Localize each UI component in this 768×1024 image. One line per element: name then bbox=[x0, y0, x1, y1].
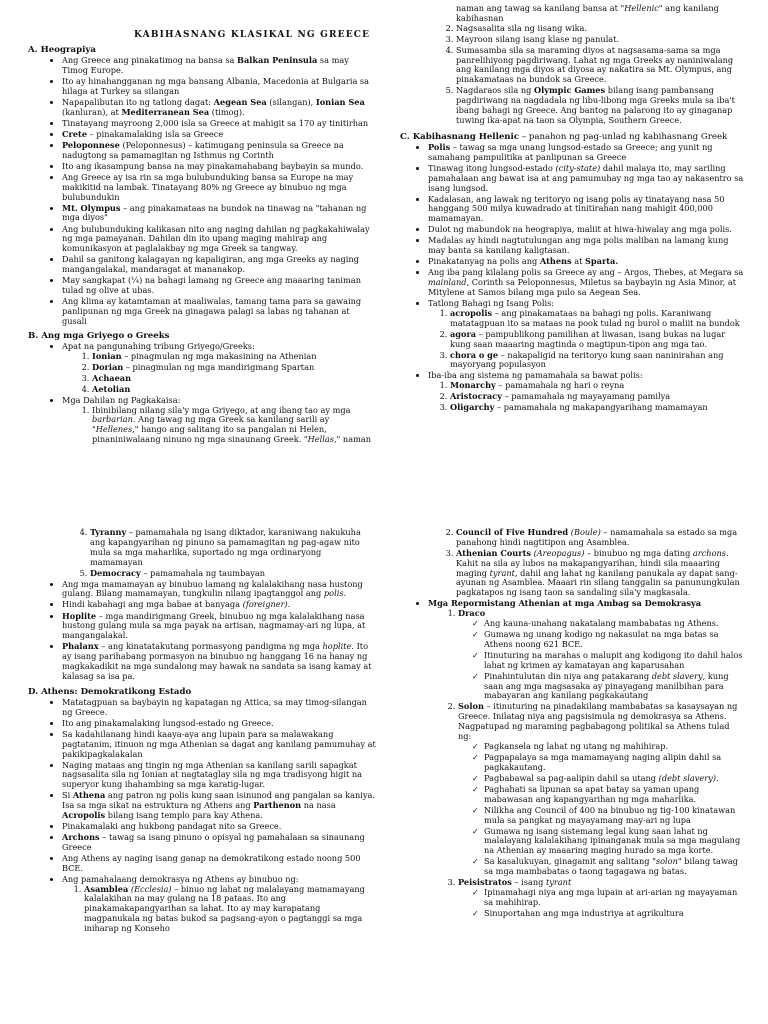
list-item: • Tinatayang mayroong 2,000 isla sa Greece at mahigit sa 170 ay tinitirhan bbox=[62, 119, 376, 129]
list-item: • Ito ay hinahangganan ng mga bansang Albania, Macedonia at Bulgaria sa hilaga at Turkey sa silangan bbox=[62, 77, 376, 97]
reason-item: 3. Mayroon silang isang klase ng panulat. bbox=[456, 35, 745, 45]
government-body-item: 1. Asamblea (Ecclesia) – binuo ng lahat ng malalayang mamamayang kalalakihan na may gulang na 18 pataas. Ito ang pinakamakapangyarihan sa lahat. Ito ay may karapatang magpanukala ng batas bukod sa pagsang-ayon o pagtanggi sa mga iniharap ng Konseho bbox=[84, 885, 376, 934]
citizens-list bbox=[28, 580, 376, 682]
bottom-left-column bbox=[28, 528, 376, 1018]
polis-part-item: 1. acropolis – ang pinakamataas na bahagi ng polis. Karaniwang matatagpuan ito sa mataas na pook tulad ng burol o maliit na bundok bbox=[450, 309, 745, 329]
government-item: 2. Aristocracy – pamamahala ng mayayamang pamilya bbox=[450, 392, 745, 402]
list-item: • Ang Greece ang pinakatimog na bansa sa Balkan Peninsula sa may Timog Europe. bbox=[62, 56, 376, 76]
greeks-list bbox=[28, 342, 376, 445]
list-item: • Sa kadahilanang hindi kaaya-aya ang lupain para sa malawakang pagtatanim, itinuon ng mga Athenian sa dagat ang kanilang pamumuhay at pakikipagkalakalan bbox=[62, 730, 376, 760]
list-item: • May sangkapat (¼) na bahagi lamang ng Greece ang maaaring taniman tulad ng olive at ubas. bbox=[62, 276, 376, 296]
tribe-item: 3. Achaean bbox=[92, 374, 376, 384]
list-item: • Phalanx – ang kinatatakutang pormasyong pandigma ng mga hoplite. Ito ay isang parihabang pormasyon na binubuo ng hanggang 16 na hanay ng magkakadikit na mga sundalong may hawak na sandata sa isang kamay at kalasag sa isa pa. bbox=[62, 642, 376, 681]
check-item: ✓ Pagbabawal sa pag-aalipin dahil sa utang (debt slavery). bbox=[484, 774, 745, 784]
government-body-item: 3. Athenian Courts (Areopagus) – binubuo ng mga dating archons. Kahit na sila ay lubos na makapangyarihan, hindi sila maaaring maging tyrant, dahil ang lahat ng kanilang panukala ay dapat sang-ayunan ng Asamblea. Maaari rin silang tanggalin sa panunungkulan pagkatapos ng isang taon sa sandaling sila'y magkasala. bbox=[456, 549, 745, 598]
list-item: • Ang Greece ay isa rin sa mga bulubunduking bansa sa Europe na may makikitid na lambak. Tinatayang 80% ng Greece ay binubuo ng mga bulubundukin bbox=[62, 173, 376, 203]
tribe-item: 2. Dorian – pinagmulan ng mga mandirigmang Spartan bbox=[92, 363, 376, 373]
list-item: • Ang Athens ay naging isang ganap na demokratikong estado noong 500 BCE. bbox=[62, 854, 376, 874]
list-item: • Ang pamahalaang demokrasya ng Athens ay binubuo ng: 1. Asamblea (Ecclesia) – binuo ng lahat ng malalayang mamamayang kalalakihan na may gulang na 18 pataas. Ito ang pinakamakapangyarihan sa lahat. Ito ay may karapatang magpanukala ng batas bukod sa pagsang-ayon o pagtanggi sa mga iniharap ng Konseho bbox=[62, 875, 376, 934]
reason-item: 5. Nagdaraos sila ng Olympic Games bilang isang pambansang pagdiriwang na nagdadala ng libu-libong mga Greeks mula sa iba't ibang bahagi ng Greece. Ang bantog na palarong ito ay ginaganap tuwing ika-apat na taon sa Olympia, Southern Greece. bbox=[456, 86, 745, 125]
list-item: • Matatagpuan sa baybayin ng kapatagan ng Attica, sa may timog-silangan ng Greece. bbox=[62, 698, 376, 718]
section-c-heading: C. Kabihasnang Hellenic – panahon ng pag-unlad ng kabihasnang Greek bbox=[400, 131, 728, 142]
section-d-heading: D. Athens: Demokratikong Estado bbox=[28, 686, 192, 697]
list-item: • Iba-iba ang sistema ng pamamahala sa bawat polis: 1. Monarchy – pamamahala ng hari o reyna 2. Aristocracy – pamamahala ng mayayamang pamilya 3. Oligarchy – pamamahala ng makapangyarihang mamamayan bbox=[428, 371, 745, 413]
list-item: • Dahil sa ganitong kalagayan ng kapaligiran, ang mga Greeks ay naging mangangalakal, mandaragat at mananakop. bbox=[62, 255, 376, 275]
list-item: • Dulot ng mabundok na heograpiya, maliit at hiwa-hiwalay ang mga polis. bbox=[428, 225, 745, 235]
geography-list bbox=[28, 56, 376, 326]
check-item: ✓ Paghahati sa lipunan sa apat batay sa yaman upang mabawasan ang kapangyarihan ng mga maharlika. bbox=[484, 785, 745, 805]
unity-reasons-list-cont bbox=[400, 24, 745, 126]
check-item: ✓ Pagpapalaya sa mga mamamayang naging alipin dahil sa pagkakautang. bbox=[484, 753, 745, 773]
check-item: ✓ Ipinamahagi niya ang mga lupain at ari-arian ng mayayaman sa mahihirap. bbox=[484, 888, 745, 908]
list-item: • Peloponnese (Peloponnesus) – katimugang peninsula sa Greece na nadugtong sa pamamagitan ng Isthmus ng Corinth bbox=[62, 141, 376, 161]
list-item: • Mga Repormistang Athenian at mga Ambag sa Demokrasya 1. Draco ✓ Ang kauna-unahang nakatalang mambabatas ng Athens. ✓ Gumawa ng unang kodigo ng nakasulat na mga batas sa Athens noong 621 BCE. ✓ Itinuturing na marahas o malupit ang kodigong ito dahil halos lahat ng krimen ay kamatayan ang kaparusahan ✓ Pinahintulutan din niya ang patakarang debt slavery, kung saan ang mga magsasaka ay pinayagang manilbihan para mabayaran ang kanilang pagkakautang 2. Solon – itinuturing na pinadakilang mambabatas sa kasaysayan ng Greece. Inilatag niya ang pagsisimula ng demokrasya sa Athens. Nagpatupad ng maraming pagbabagong politikal sa Athens tulad ng: ✓ Pagkansela ng lahat ng utang ng mahihirap. ✓ Pagpapalaya sa mga mamamayang naging alipin dahil sa pagkakautang. ✓ Pagbabawal sa pag-aalipin dahil sa utang (debt slavery). ✓ Paghahati sa lipunan sa apat batay sa yaman upang mabawasan ang kapangyarihan ng mga maharlika. ✓ Nilikha ang Council of 400 na binubuo ng tig-100 kinatawan mula sa pangkat ng mayayamang may-ari ng lupa ✓ Gumawa ng isang sistemang legal kung saan lahat ng malalayang kalalakihang ipinanganak mula sa mga magulang na Athenian ay maaaring maging hurado sa mga korte. ✓ Sa kasalukuyan, ginagamit ang salitang "solon" bilang tawag sa mga mambabatas o taong tagagawa ng batas. 3. Peisistratos – isang tyrant ✓ Ipinamahagi niya ang mga lupain at ari-arian ng mayayaman sa mahihirap. ✓ Sinuportahan ang mga industriya at agrikultura bbox=[428, 599, 745, 918]
check-item: ✓ Itinuturing na marahas o malupit ang kodigong ito dahil halos lahat ng krimen ay kamatayan ang kaparusahan bbox=[484, 651, 745, 671]
reformer-item: 1. Draco ✓ Ang kauna-unahang nakatalang mambabatas ng Athens. ✓ Gumawa ng unang kodigo ng nakasulat na mga batas sa Athens noong 621 BCE. ✓ Itinuturing na marahas o malupit ang kodigong ito dahil halos lahat ng krimen ay kamatayan ang kaparusahan ✓ Pinahintulutan din niya ang patakarang debt slavery, kung saan ang mga magsasaka ay pinayagang manilbihan para mabayaran ang kanilang pagkakautang bbox=[458, 609, 745, 701]
list-item: • Polis – tawag sa mga unang lungsod-estado sa Greece; ang yunit ng samahang pampulitika at panlipunan sa Greece bbox=[428, 143, 745, 163]
section-a-heading: A. Heograpiya bbox=[28, 45, 96, 55]
list-item: • Apat na pangunahing tribung Griyego/Greeks: 1. Ionian – pinagmulan ng mga makasining na Athenian 2. Dorian – pinagmulan ng mga mandirigmang Spartan 3. Achaean 4. Aetolian bbox=[62, 342, 376, 395]
top-left-column bbox=[28, 42, 376, 502]
check-item: ✓ Sinuportahan ang mga industriya at agrikultura bbox=[484, 909, 745, 919]
tribes-list bbox=[62, 352, 376, 395]
unity-reasons-list bbox=[62, 406, 376, 445]
government-item: 5. Democracy – pamamahala ng taumbayan bbox=[90, 569, 376, 579]
check-item: ✓ Sa kasalukuyan, ginagamit ang salitang "solon" bilang tawag sa mga mambabatas o taong tagagawa ng batas. bbox=[484, 857, 745, 877]
list-item: • Ito ang pinakamalaking lungsod-estado ng Greece. bbox=[62, 719, 376, 729]
polis-part-item: 3. chora o ge – nakapaligid na teritoryo kung saan naninirahan ang mayoryang populasyon bbox=[450, 351, 745, 371]
polis-part-item: 2. agora – pampublikong pamilihan at liwasan, isang bukas na lugar kung saan maaaring magtinda o magtipun-tipon ang mga tao. bbox=[450, 330, 745, 350]
reasons-continued: naman ang tawag sa kanilang bansa at "Hellenic" ang kanilang kabihasnan bbox=[456, 4, 719, 23]
list-item: • Ang mga mamamayan ay binubuo lamang ng kalalakihang nasa hustong gulang. Bilang mamamayan, tungkulin nilang ipagtanggol ang polis. bbox=[62, 580, 376, 600]
government-item: 1. Monarchy – pamamahala ng hari o reyna bbox=[450, 381, 745, 391]
list-item: • Madalas ay hindi nagtutulungan ang mga polis maliban na lamang kung may banta sa kanilang kaligtasan. bbox=[428, 236, 745, 256]
list-item: • Ang klima ay katamtaman at maaliwalas, tamang tama para sa gawaing panlipunan ng mga Greek na ginagawa palagi sa labas ng tahanan at gusali bbox=[62, 297, 376, 327]
check-item: ✓ Pinahintulutan din niya ang patakarang debt slavery, kung saan ang mga magsasaka ay pinayagang manilbihan para mabayaran ang kanilang pagkakautang bbox=[484, 672, 745, 702]
list-item: • Tinawag itong lungsod-estado (city-state) dahil malaya ito, may sariling pamahalaan ang bawat isa at ang pamumuhay ng mga tao ay nakasentro sa isang lungsod. bbox=[428, 164, 745, 194]
list-item: • Archons – tawag sa isang pinuno o opisyal ng pamahalaan sa sinaunang Greece bbox=[62, 833, 376, 853]
peisistratos-checklist bbox=[458, 888, 745, 919]
government-systems-list-cont bbox=[28, 528, 376, 578]
list-item: • Mga Dahilan ng Pagkakaisa: 1. Ibinibilang nilang sila'y mga Griyego, at ang ibang tao ay mga barbarian. Ang tawag ng mga Greek sa kanilang sarili ay "Hellenes," hango ang salitang ito sa pangalan ni Helen, pinaniniwalaang ninuno ng mga sinaunang Greek. "Hellas," naman bbox=[62, 396, 376, 445]
reformer-item: 2. Solon – itinuturing na pinadakilang mambabatas sa kasaysayan ng Greece. Inilatag niya ang pagsisimula ng demokrasya sa Athens. Nagpatupad ng maraming pagbabagong politikal sa Athens tulad ng: ✓ Pagkansela ng lahat ng utang ng mahihirap. ✓ Pagpapalaya sa mga mamamayang naging alipin dahil sa pagkakautang. ✓ Pagbabawal sa pag-aalipin dahil sa utang (debt slavery). ✓ Paghahati sa lipunan sa apat batay sa yaman upang mabawasan ang kapangyarihan ng mga maharlika. ✓ Nilikha ang Council of 400 na binubuo ng tig-100 kinatawan mula sa pangkat ng mayayamang may-ari ng lupa ✓ Gumawa ng isang sistemang legal kung saan lahat ng malalayang kalalakihang ipinanganak mula sa mga magulang na Athenian ay maaaring maging hurado sa mga korte. ✓ Sa kasalukuyan, ginagamit ang salitang "solon" bilang tawag sa mga mambabatas o taong tagagawa ng batas. bbox=[458, 702, 745, 876]
list-item: • Mt. Olympus – ang pinakamataas na bundok na tinawag na "tahanan ng mga diyos" bbox=[62, 204, 376, 224]
tribe-item: 4. Aetolian bbox=[92, 385, 376, 395]
reformers-numbered bbox=[428, 609, 745, 919]
reformers-list bbox=[400, 599, 745, 918]
athens-government-list bbox=[62, 885, 376, 934]
reason-item: 1. Ibinibilang nilang sila'y mga Griyego, at ang ibang tao ay mga barbarian. Ang tawag ng mga Greek sa kanilang sarili ay "Hellenes," hango ang salitang ito sa pangalan ni Helen, pinaniniwalaang ninuno ng mga sinaunang Greek. "Hellas," naman bbox=[92, 406, 376, 445]
check-item: ✓ Gumawa ng isang sistemang legal kung saan lahat ng malalayang kalalakihang ipinanganak mula sa mga magulang na Athenian ay maaaring maging hurado sa mga korte. bbox=[484, 827, 745, 857]
list-item: • Hoplite – mga mandirigmang Greek, binubuo ng mga kalalakihang nasa hustong gulang mula sa mga payak na artisan, nagmamay-ari ng lupa, at mangangalakal. bbox=[62, 612, 376, 642]
list-item: • Naging mataas ang tingin ng mga Athenian sa kanilang sarili sapagkat nagsasalita sila ng Ionian at nagtataglay sila ng mga tradisyong higit na superyor kung ihahambing sa mga karatig-lugar. bbox=[62, 761, 376, 791]
list-item: • Ang iba pang kilalang polis sa Greece ay ang – Argos, Thebes, at Megara sa mainland, Corinth sa Peloponnesus, Miletus sa baybayin ng Asia Minor, at Mitylene at Samos bilang mga pulo sa Aegean Sea. bbox=[428, 268, 745, 298]
list-item: • Si Athena ang patron ng polis kung saan isinunod ang pangalan sa kaniya. Isa sa mga sikat na estruktura ng Athens ang Parthenon na nasa Acropolis bilang isang templo para kay Athena. bbox=[62, 791, 376, 821]
list-item: • Napapalibutan ito ng tatlong dagat: Aegean Sea (silangan), Ionian Sea (kanluran), at Mediterranean Sea (timog). bbox=[62, 98, 376, 118]
list-item: • Ito ang ikasampung bansa na may pinakamahabang baybayin sa mundo. bbox=[62, 162, 376, 172]
list-item: • Pinakamalaki ang hukbong pandagat nito sa Greece. bbox=[62, 822, 376, 832]
polis-parts-list bbox=[428, 309, 745, 370]
list-item: • Pinakatanyag na polis ang Athens at Sparta. bbox=[428, 257, 745, 267]
reason-item: 4. Sumasamba sila sa maraming diyos at nagsasama-sama sa mga panrelihiyong pagdiriwang. Lahat ng mga Greeks ay naniniwalang ang kanilang mga diyos at diyosa ay nakatira sa Mt. Olympus, ang pinakamataas na bundok sa Greece. bbox=[456, 46, 745, 85]
check-item: ✓ Nilikha ang Council of 400 na binubuo ng tig-100 kinatawan mula sa pangkat ng mayayamang may-ari ng lupa bbox=[484, 806, 745, 826]
solon-checklist bbox=[458, 742, 745, 877]
reformer-item: 3. Peisistratos – isang tyrant ✓ Ipinamahagi niya ang mga lupain at ari-arian ng mayayaman sa mahihirap. ✓ Sinuportahan ang mga industriya at agrikultura bbox=[458, 878, 745, 919]
top-right-column bbox=[400, 4, 745, 504]
document-title: KABIHASNANG KLASIKAL NG GREECE bbox=[134, 30, 371, 40]
hellenic-list bbox=[400, 143, 745, 413]
government-systems-list bbox=[428, 381, 745, 413]
bottom-right-column bbox=[400, 528, 745, 1018]
check-item: ✓ Pagkansela ng lahat ng utang ng mahihirap. bbox=[484, 742, 745, 752]
government-item: 3. Oligarchy – pamamahala ng makapangyarihang mamamayan bbox=[450, 403, 745, 413]
section-b-heading: B. Ang mga Griyego o Greeks bbox=[28, 330, 170, 341]
government-item: 4. Tyranny – pamamahala ng isang diktador, karaniwang nakukuha ang kapangyarihan ng pinuno sa pamamagitan ng pag-agaw nito mula sa mga maharlika, suportado ng mga ordinaryong mamamayan bbox=[90, 528, 376, 567]
athens-list bbox=[28, 698, 376, 934]
list-item: • Kadalasan, ang lawak ng teritoryo ng isang polis ay tinatayang nasa 50 hanggang 500 milya kuwadrado at tinitirahan nang mahigit 400,000 mamamayan. bbox=[428, 195, 745, 225]
tribe-item: 1. Ionian – pinagmulan ng mga makasining na Athenian bbox=[92, 352, 376, 362]
draco-checklist bbox=[458, 619, 745, 701]
list-item: • Ang bulubunduking kalikasan nito ang naging dahilan ng pagkakahiwalay ng mga pamayanan. Dahilan din ito upang maging mahirap ang komunikasyon at paglalakbay ng mga Greek sa tangway. bbox=[62, 225, 376, 255]
check-item: ✓ Ang kauna-unahang nakatalang mambabatas ng Athens. bbox=[484, 619, 745, 629]
list-item: • Tatlong Bahagi ng Isang Polis: 1. acropolis – ang pinakamataas na bahagi ng polis. Karaniwang matatagpuan ito sa mataas na pook tulad ng burol o maliit na bundok 2. agora – pampublikong pamilihan at liwasan, isang bukas na lugar kung saan maaaring magtinda o magtipun-tipon ang mga tao. 3. chora o ge – nakapaligid na teritoryo kung saan naninirahan ang mayoryang populasyon bbox=[428, 299, 745, 370]
check-item: ✓ Gumawa ng unang kodigo ng nakasulat na mga batas sa Athens noong 621 BCE. bbox=[484, 630, 745, 650]
reason-item: 2. Nagsasalita sila ng iisang wika. bbox=[456, 24, 745, 34]
athens-government-list-cont bbox=[400, 528, 745, 598]
list-item: • Crete – pinakamalaking isla sa Greece bbox=[62, 130, 376, 140]
list-item: • Hindi kabahagi ang mga babae at banyaga (foreigner). bbox=[62, 600, 376, 610]
government-body-item: 2. Council of Five Hundred (Boule) – namamahala sa estado sa mga panahong hindi nagtitipon ang Asamblea. bbox=[456, 528, 745, 548]
